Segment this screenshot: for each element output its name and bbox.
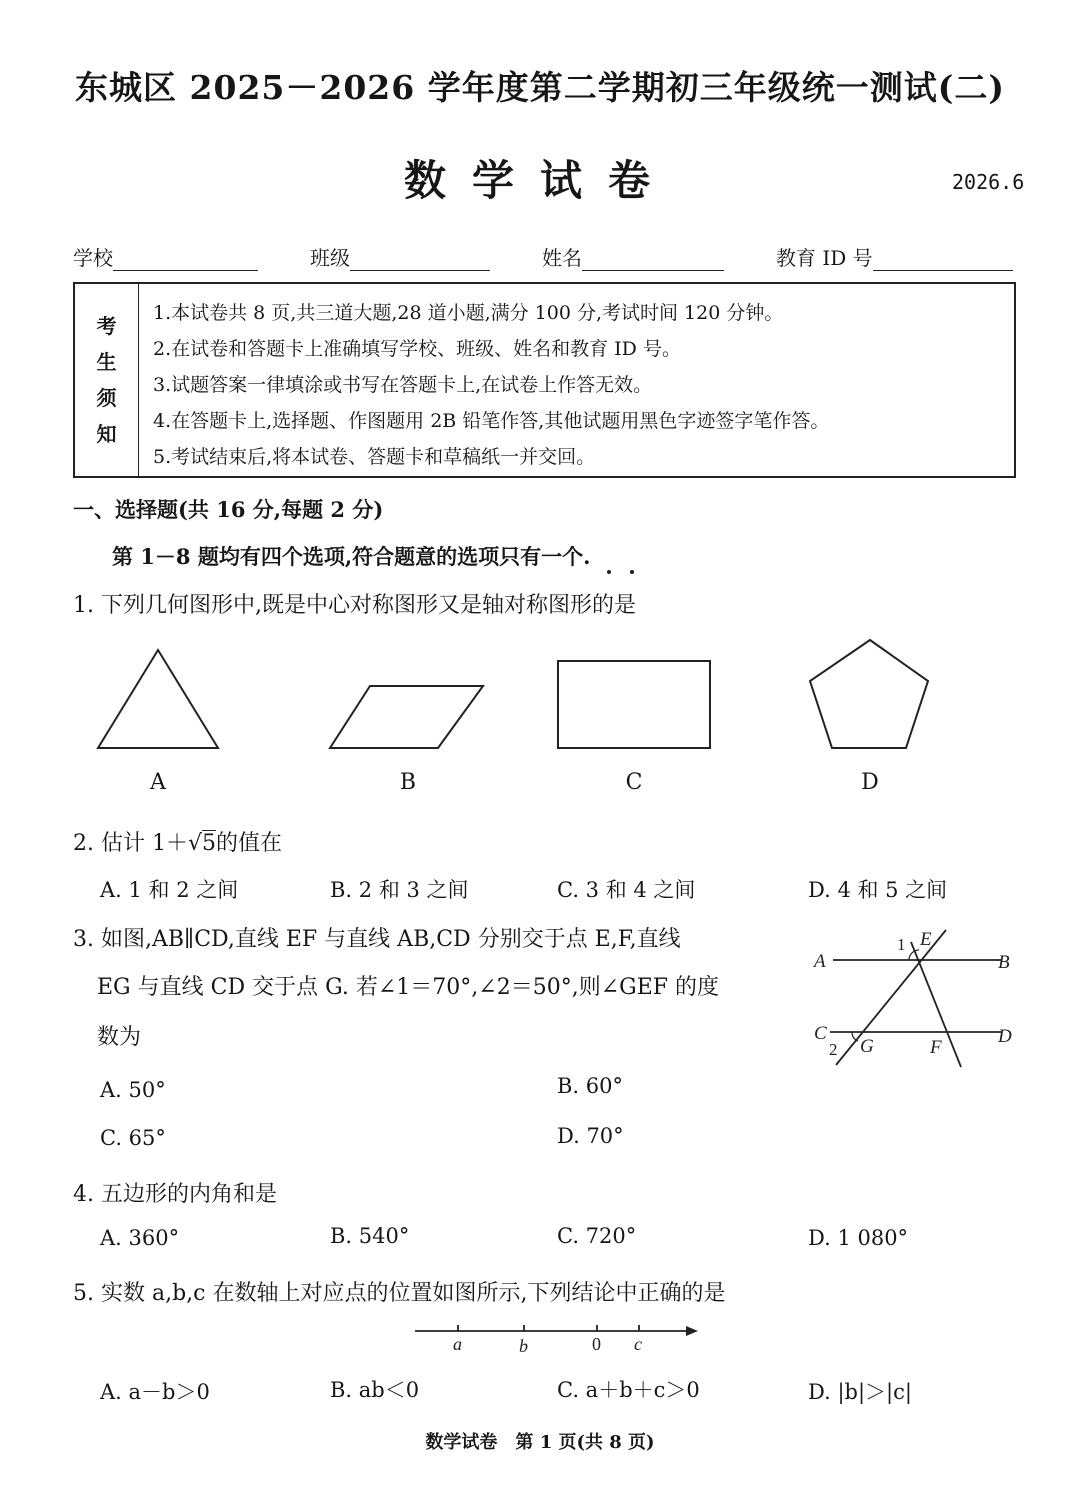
axis-label-a: a bbox=[453, 1334, 462, 1354]
notice-item: 5.考试结束后,将本试卷、答题卡和草稿纸一并交回。 bbox=[153, 446, 596, 468]
class-blank[interactable] bbox=[350, 248, 490, 271]
number-line bbox=[410, 1318, 710, 1363]
axis-label-b: b bbox=[519, 1336, 528, 1356]
q2-option-c[interactable]: C. 3 和 4 之间 bbox=[557, 878, 696, 902]
emphasis-dot bbox=[607, 570, 611, 574]
notice-heading-char: 考 bbox=[96, 314, 117, 338]
section-heading: 一、选择题(共 16 分,每题 2 分) bbox=[73, 497, 384, 522]
point-g-label: G bbox=[860, 1036, 874, 1057]
q5-option-b[interactable]: B. ab＜0 bbox=[330, 1378, 420, 1402]
q3-option-c[interactable]: C. 65° bbox=[100, 1126, 166, 1150]
edu-id-field[interactable] bbox=[776, 242, 1013, 271]
figure-label-a: A bbox=[150, 770, 166, 795]
point-d-label: D bbox=[998, 1026, 1012, 1047]
parallelogram-shape bbox=[330, 686, 483, 748]
axis-label-c: c bbox=[634, 1334, 642, 1354]
q3-option-b[interactable]: B. 60° bbox=[557, 1074, 624, 1098]
paper-subtitle: 数学试卷 bbox=[403, 156, 676, 205]
q3-option-d[interactable]: D. 70° bbox=[557, 1124, 624, 1148]
question-3-figure bbox=[806, 920, 1031, 1080]
class-field[interactable] bbox=[310, 242, 490, 271]
figure-label-b: B bbox=[399, 770, 417, 795]
q5-option-c[interactable]: C. a＋b＋c＞0 bbox=[557, 1378, 700, 1402]
name-label: 姓名 bbox=[542, 246, 582, 270]
point-f-label: F bbox=[930, 1037, 942, 1058]
school-label: 学校 bbox=[73, 246, 113, 270]
q2-radicand: 5 bbox=[202, 831, 217, 856]
angle-1-label: 1 bbox=[897, 935, 906, 954]
notice-item: 2.在试卷和答题卡上准确填写学校、班级、姓名和教育 ID 号。 bbox=[153, 338, 681, 360]
axis-label-zero: 0 bbox=[592, 1334, 601, 1354]
name-blank[interactable] bbox=[582, 248, 724, 271]
question-1-figures bbox=[80, 630, 980, 770]
notice-item: 4.在答题卡上,选择题、作图题用 2B 铅笔作答,其他试题用黑色字迹签字笔作答。 bbox=[153, 410, 830, 432]
question-3-line-3: 数为 bbox=[97, 1025, 142, 1050]
notice-heading-char: 生 bbox=[96, 350, 117, 374]
section-instruction: 第 1－8 题均有四个选项,符合题意的选项只有一个. bbox=[112, 544, 591, 569]
q4-option-b[interactable]: B. 540° bbox=[330, 1224, 410, 1248]
question-5-stem: 5. 实数 a,b,c 在数轴上对应点的位置如图所示,下列结论中正确的是 bbox=[73, 1281, 726, 1306]
sqrt-symbol: √ bbox=[187, 831, 203, 856]
point-b-label: B bbox=[998, 952, 1010, 973]
question-3-line-1: 3. 如图,AB∥CD,直线 EF 与直线 AB,CD 分别交于点 E,F,直线 bbox=[73, 927, 681, 952]
exam-title: 东城区 2025－2026 学年度第二学期初三年级统一测试(二) bbox=[75, 68, 1005, 107]
notice-item: 1.本试卷共 8 页,共三道大题,28 道小题,满分 100 分,考试时间 120 分钟。 bbox=[153, 302, 784, 324]
q4-option-c[interactable]: C. 720° bbox=[557, 1224, 637, 1248]
point-e-label: E bbox=[920, 929, 932, 950]
q2-stem-suffix: 的值在 bbox=[216, 831, 283, 856]
q5-option-d[interactable]: D. |b|＞|c| bbox=[808, 1380, 912, 1404]
q4-option-d[interactable]: D. 1 080° bbox=[808, 1226, 909, 1250]
question-1-stem: 1. 下列几何图形中,既是中心对称图形又是轴对称图形的是 bbox=[73, 593, 636, 618]
q2-option-a[interactable]: A. 1 和 2 之间 bbox=[100, 878, 239, 902]
q2-stem-prefix: 2. 估计 1＋ bbox=[73, 831, 188, 856]
edu-id-blank[interactable] bbox=[873, 248, 1013, 271]
q5-option-a[interactable]: A. a－b＞0 bbox=[100, 1380, 210, 1404]
emphasis-dot bbox=[630, 570, 634, 574]
question-4-stem: 4. 五边形的内角和是 bbox=[73, 1182, 277, 1207]
figure-label-c: C bbox=[625, 770, 643, 795]
question-3-line-2: EG 与直线 CD 交于点 G. 若∠1＝70°,∠2＝50°,则∠GEF 的度 bbox=[97, 975, 720, 1000]
notice-heading bbox=[75, 284, 139, 476]
pentagon-shape bbox=[810, 640, 928, 748]
exam-date: 2026.6 bbox=[952, 170, 1025, 194]
notice-box bbox=[73, 282, 1016, 478]
q4-option-a[interactable]: A. 360° bbox=[100, 1226, 180, 1250]
point-c-label: C bbox=[814, 1023, 827, 1044]
q3-option-a[interactable]: A. 50° bbox=[100, 1078, 166, 1102]
school-blank[interactable] bbox=[113, 248, 258, 271]
page-footer: 数学试卷 第 1 页(共 8 页) bbox=[425, 1432, 655, 1453]
arrow-icon bbox=[686, 1326, 698, 1336]
school-field[interactable] bbox=[73, 242, 258, 271]
name-field[interactable] bbox=[542, 242, 724, 271]
q2-option-b[interactable]: B. 2 和 3 之间 bbox=[330, 878, 469, 902]
edu-id-label: 教育 ID 号 bbox=[776, 246, 873, 270]
triangle-shape bbox=[98, 650, 218, 748]
question-2-stem bbox=[73, 826, 282, 857]
q2-option-d[interactable]: D. 4 和 5 之间 bbox=[808, 878, 948, 902]
notice-heading-char: 知 bbox=[96, 422, 117, 446]
point-a-label: A bbox=[814, 951, 826, 972]
rectangle-shape bbox=[558, 661, 710, 748]
figure-label-d: D bbox=[861, 770, 879, 795]
angle-2-label: 2 bbox=[829, 1040, 838, 1059]
class-label: 班级 bbox=[310, 246, 350, 270]
notice-item: 3.试题答案一律填涂或书写在答题卡上,在试卷上作答无效。 bbox=[153, 374, 653, 396]
notice-heading-char: 须 bbox=[96, 386, 117, 410]
